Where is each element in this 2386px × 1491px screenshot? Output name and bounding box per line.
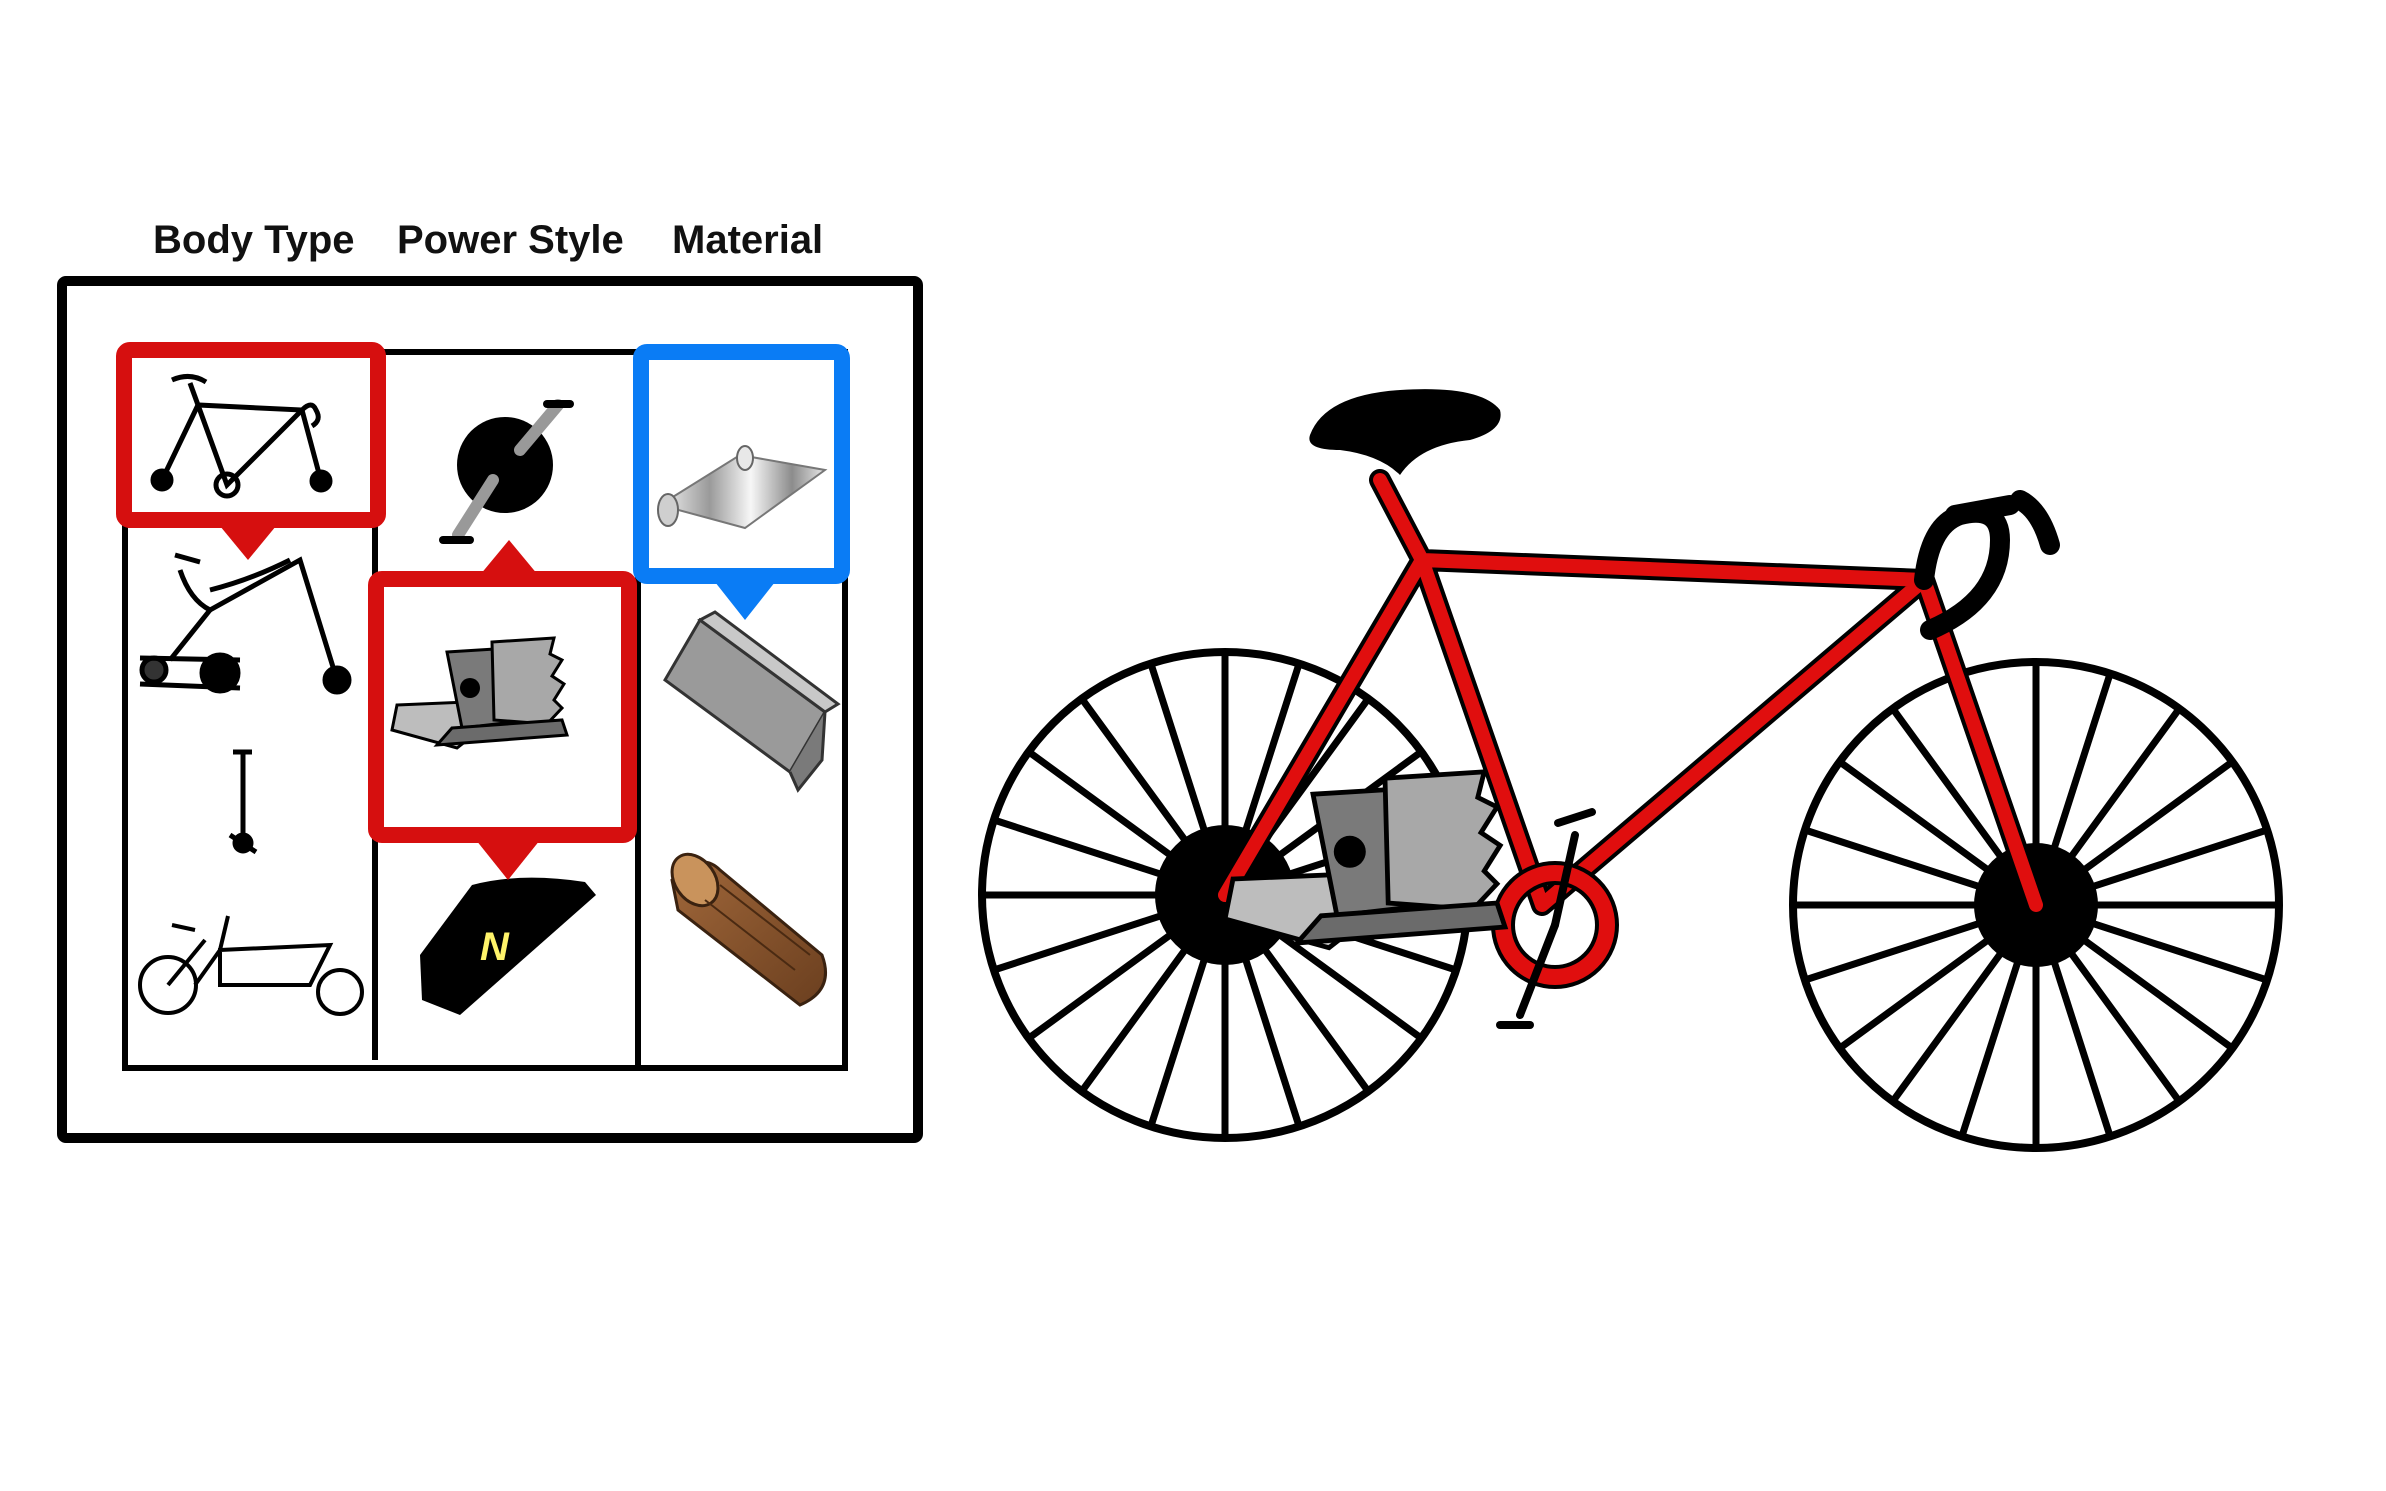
option-road-bike-frame[interactable] <box>153 376 330 496</box>
saddle <box>1309 389 1500 475</box>
option-battery-pack[interactable] <box>420 878 596 1015</box>
option-wood-log[interactable] <box>663 846 826 1005</box>
header-body-type: Body Type <box>153 218 355 262</box>
configurator-panel <box>62 281 918 1138</box>
assembled-bike <box>982 389 2279 1148</box>
option-recumbent-frame[interactable] <box>140 555 349 692</box>
option-aluminum-sheet[interactable] <box>658 446 825 528</box>
battery-label: N <box>480 925 509 969</box>
header-power-style: Power Style <box>397 218 624 262</box>
option-pedal-crank[interactable] <box>443 404 570 540</box>
option-unicycle-frame[interactable] <box>230 752 256 852</box>
option-cargo-bike-frame[interactable] <box>140 916 362 1014</box>
selected-body-type-highlight <box>124 350 378 560</box>
header-material: Material <box>672 218 824 262</box>
option-motor-engine[interactable] <box>392 638 567 748</box>
option-steel-beam[interactable] <box>665 612 838 790</box>
